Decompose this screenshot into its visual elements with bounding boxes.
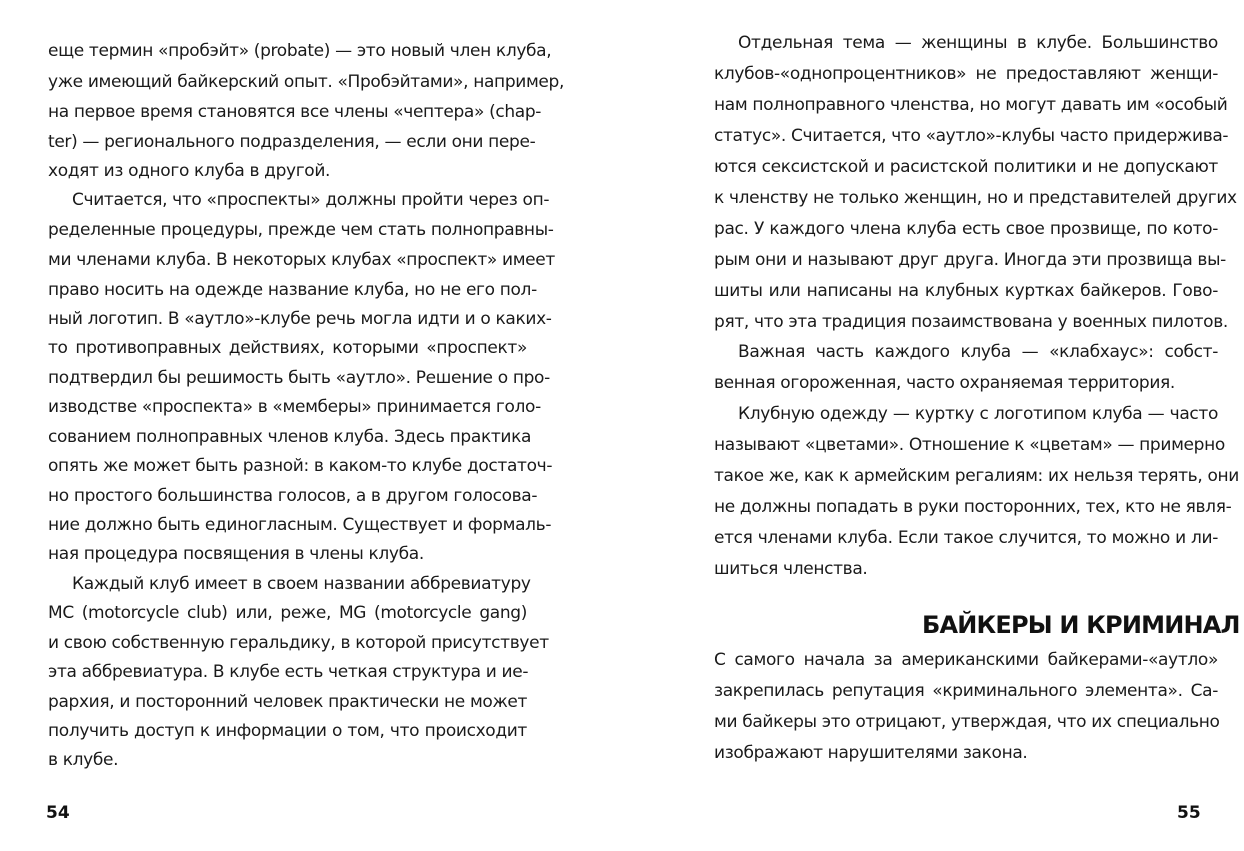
text-line: ределенные процедуры, прежде чем стать полноправны- — [48, 220, 554, 240]
text-line: ются сексистской и расистской политики и не допускают — [714, 157, 1218, 177]
text-line: С самого начала за американскими байкерами-«аутло» — [714, 650, 1218, 670]
text-line: MC (motorcycle club) или, реже, MG (motorcycle gang) — [48, 603, 527, 623]
paragraph-first-line: Важная часть каждого клуба — «клабхаус»: собст- — [738, 342, 1218, 362]
text-line: подтвердил бы решимость быть «аутло». Решение о про- — [48, 368, 550, 388]
text-line: шиты или написаны на клубных куртках байкеров. Гово- — [714, 281, 1218, 301]
text-line: нам полноправного членства, но могут давать им «особый — [714, 95, 1228, 115]
text-line: называют «цветами». Отношение к «цветам» — примерно — [714, 435, 1225, 455]
text-line: ный логотип. В «аутло»-клубе речь могла идти и о каких- — [48, 309, 552, 329]
text-line: ние должно быть единогласным. Существует и формаль- — [48, 515, 552, 535]
text-line: рят, что эта традиция позаимствована у военных пилотов. — [714, 312, 1228, 332]
text-line: ми членами клуба. В некоторых клубах «проспект» имеет — [48, 250, 555, 270]
section-heading: БАЙКЕРЫ И КРИМИНАЛ — [922, 611, 1240, 639]
text-line: рас. У каждого члена клуба есть свое прозвище, по кото- — [714, 219, 1218, 239]
text-line: эта аббревиатура. В клубе есть четкая структура и ие- — [48, 662, 529, 682]
text-line: рархия, и посторонний человек практически не может — [48, 692, 528, 712]
text-line: и свою собственную геральдику, в которой присутствует — [48, 633, 549, 653]
text-line: но простого большинства голосов, а в другом голосова- — [48, 486, 538, 506]
text-line: на первое время становятся все члены «чептера» (chap- — [48, 102, 542, 122]
text-line: ми байкеры это отрицают, утверждая, что их специально — [714, 712, 1220, 732]
paragraph-first-line: Каждый клуб имеет в своем названии аббревиатуру — [72, 574, 531, 594]
paragraph-first-line: Клубную одежду — куртку с логотипом клуба — часто — [738, 404, 1218, 424]
text-line: к членству не только женщин, но и представителей других — [714, 188, 1237, 208]
paragraph-first-line: Отдельная тема — женщины в клубе. Большинство — [738, 33, 1218, 53]
text-line: статус». Считается, что «аутло»-клубы часто придержива- — [714, 126, 1229, 146]
text-line: ется членами клуба. Если такое случится, то можно и ли- — [714, 528, 1218, 548]
text-line: не должны попадать в руки посторонних, тех, кто не явля- — [714, 497, 1232, 517]
text-line: рым они и называют друг друга. Иногда эти прозвища вы- — [714, 250, 1226, 270]
text-line: сованием полноправных членов клуба. Здесь практика — [48, 427, 532, 447]
page-number: 54 — [46, 803, 70, 823]
text-line: изводстве «проспекта» в «мемберы» принимается голо- — [48, 397, 541, 417]
text-line: еще термин «пробэйт» (probate) — это новый член клуба, — [48, 41, 552, 61]
text-line: венная огороженная, часто охраняемая территория. — [714, 373, 1175, 393]
paragraph-first-line: Считается, что «проспекты» должны пройти через оп- — [72, 190, 550, 210]
text-line: клубов-«однопроцентников» не предоставляют женщи- — [714, 64, 1218, 84]
text-line: шиться членства. — [714, 559, 868, 579]
text-line: изображают нарушителями закона. — [714, 743, 1028, 763]
text-line: ная процедура посвящения в члены клуба. — [48, 544, 424, 564]
text-line: уже имеющий байкерский опыт. «Пробэйтами», например, — [48, 72, 565, 92]
page-number: 55 — [1177, 803, 1201, 823]
text-line: получить доступ к информации о том, что происходит — [48, 721, 527, 741]
text-line: закрепилась репутация «криминального элемента». Са- — [714, 681, 1218, 701]
text-line: опять же может быть разной: в каком-то клубе достаточ- — [48, 456, 553, 476]
text-line: в клубе. — [48, 750, 119, 770]
text-line: то противоправных действиях, которыми «проспект» — [48, 338, 527, 358]
text-line: ходят из одного клуба в другой. — [48, 161, 331, 181]
right-page — [622, 0, 1244, 851]
text-line: ter) — регионального подразделения, — если они пере- — [48, 132, 536, 152]
text-line: такое же, как к армейским регалиям: их нельзя терять, они — [714, 466, 1239, 486]
text-line: право носить на одежде название клуба, но не его пол- — [48, 280, 537, 300]
